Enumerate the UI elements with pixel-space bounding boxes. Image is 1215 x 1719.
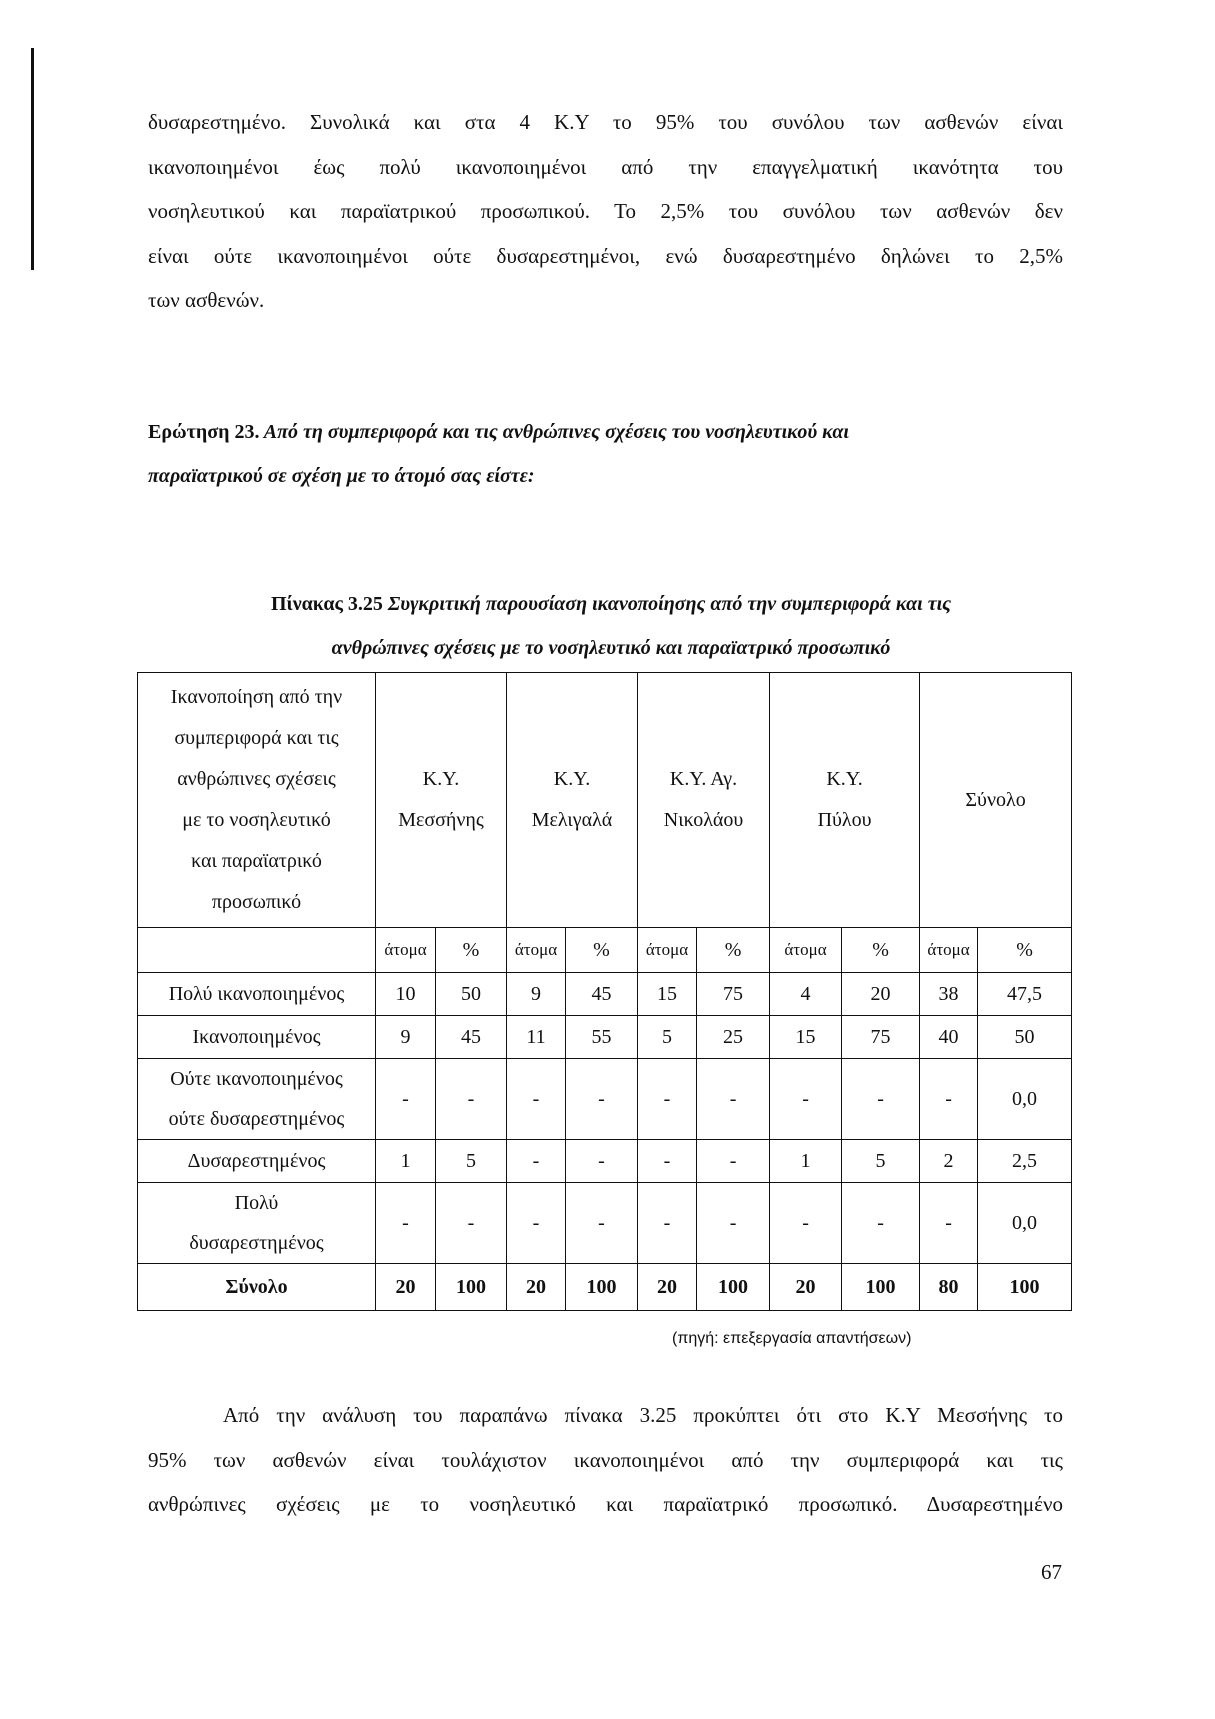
table-cell: 100 — [978, 1264, 1072, 1311]
table-cell: 20 — [507, 1264, 566, 1311]
table-cell: 4 — [770, 973, 842, 1016]
table-cell: - — [376, 1059, 436, 1140]
table-header-row — [138, 673, 1072, 928]
table-cell: 20 — [638, 1264, 697, 1311]
sub-header-persons: άτομα — [920, 928, 978, 973]
table-cell: - — [920, 1183, 978, 1264]
sub-header-percent: % — [842, 928, 920, 973]
table-cell: 75 — [842, 1016, 920, 1059]
table-cell: - — [507, 1183, 566, 1264]
table-cell: 45 — [566, 973, 638, 1016]
table-cell: - — [638, 1183, 697, 1264]
table-cell: - — [376, 1183, 436, 1264]
intro-paragraph — [148, 100, 1063, 323]
satisfaction-table — [137, 672, 1072, 1311]
table-cell: 2 — [920, 1140, 978, 1183]
table-cell: 9 — [507, 973, 566, 1016]
table-cell: - — [842, 1183, 920, 1264]
table-cell: - — [697, 1059, 770, 1140]
sub-header-percent: % — [566, 928, 638, 973]
table-row — [138, 973, 1072, 1016]
table-cell: 1 — [376, 1140, 436, 1183]
table-cell: - — [436, 1183, 507, 1264]
table-cell: 80 — [920, 1264, 978, 1311]
table-cell: 5 — [842, 1140, 920, 1183]
table-cell: 100 — [566, 1264, 638, 1311]
table-cell: 100 — [842, 1264, 920, 1311]
table-cell: 40 — [920, 1016, 978, 1059]
table-row — [138, 1016, 1072, 1059]
table-cell: 100 — [697, 1264, 770, 1311]
col-header-total: Σύνολο — [920, 673, 1072, 928]
intro-line: νοσηλευτικού και παραϊατρικού προσωπικού. Το 2,5% του συνόλου των ασθενών δεν — [148, 199, 1063, 223]
question-heading — [148, 410, 1068, 498]
table-cell: 45 — [436, 1016, 507, 1059]
table-cell: - — [920, 1059, 978, 1140]
row-label: Ικανοποιημένος — [138, 1016, 376, 1059]
table-cell: 10 — [376, 973, 436, 1016]
col-header-messini: Κ.Υ. Μεσσήνης — [376, 673, 507, 928]
table-cell: 20 — [770, 1264, 842, 1311]
sub-header-percent: % — [978, 928, 1072, 973]
table-cell: - — [436, 1059, 507, 1140]
table-cell: 75 — [697, 973, 770, 1016]
source-note: (πηγή: επεξεργασία απαντήσεων) — [672, 1330, 912, 1347]
col-header-meligala: Κ.Υ. Μελιγαλά — [507, 673, 638, 928]
row-label: Δυσαρεστημένος — [138, 1140, 376, 1183]
analysis-paragraph — [148, 1393, 1063, 1527]
question-text-line2: παραϊατρικού σε σχέση με το άτομό σας είστε: — [148, 465, 535, 487]
table-cell: - — [507, 1059, 566, 1140]
question-text-line1: Από τη συμπεριφορά και τις ανθρώπινες σχέσεις του νοσηλευτικού και — [263, 421, 849, 443]
table-cell: 11 — [507, 1016, 566, 1059]
table-row — [138, 1183, 1072, 1264]
table-cell: - — [566, 1183, 638, 1264]
intro-line: ικανοποιημένοι έως πολύ ικανοποιημένοι από την επαγγελματική ικανότητα του — [148, 154, 1063, 179]
sub-header-persons: άτομα — [638, 928, 697, 973]
sub-header-persons: άτομα — [376, 928, 436, 973]
table-cell: - — [566, 1059, 638, 1140]
col-header-pylou: Κ.Υ. Πύλου — [770, 673, 920, 928]
table-cell: 20 — [376, 1264, 436, 1311]
row-label: Πολύ δυσαρεστημένος — [138, 1183, 376, 1264]
total-row-label: Σύνολο — [138, 1264, 376, 1311]
row-label: Ούτε ικανοποιημένος ούτε δυσαρεστημένος — [138, 1059, 376, 1140]
col-header-ag-nikolaou: Κ.Υ. Αγ. Νικολάου — [638, 673, 770, 928]
table-cell: - — [697, 1140, 770, 1183]
table-cell: - — [507, 1140, 566, 1183]
caption-line1: Συγκριτική παρουσίαση ικανοποίησης από την συμπεριφορά και τις — [387, 593, 952, 615]
analysis-line: ανθρώπινες σχέσεις με το νοσηλευτικό και παραϊατρικό προσωπικό. Δυσαρεστημένο — [148, 1492, 1063, 1516]
caption-label: Πίνακας 3.25 — [270, 593, 383, 615]
table-cell: 15 — [770, 1016, 842, 1059]
question-label: Ερώτηση 23. — [148, 421, 260, 443]
analysis-line: 95% των ασθενών είναι τουλάχιστον ικανοποιημένοι από την συμπεριφορά και τις — [148, 1447, 1063, 1472]
sub-header-persons: άτομα — [770, 928, 842, 973]
table-cell: 38 — [920, 973, 978, 1016]
table-cell: 1 — [770, 1140, 842, 1183]
table-cell: - — [770, 1059, 842, 1140]
table-cell: 20 — [842, 973, 920, 1016]
table-cell: 55 — [566, 1016, 638, 1059]
table-cell: 2,5 — [978, 1140, 1072, 1183]
sub-header-row — [138, 928, 1072, 973]
table-row — [138, 1140, 1072, 1183]
sub-header-empty — [138, 928, 376, 973]
table-cell: - — [697, 1183, 770, 1264]
sub-header-percent: % — [697, 928, 770, 973]
intro-line: των ασθενών. — [148, 288, 265, 312]
sub-header-percent: % — [436, 928, 507, 973]
row-label: Πολύ ικανοποιημένος — [138, 973, 376, 1016]
table-cell: - — [638, 1140, 697, 1183]
table-cell: 50 — [978, 1016, 1072, 1059]
table-cell: 50 — [436, 973, 507, 1016]
table-cell: 100 — [436, 1264, 507, 1311]
analysis-line: Από την ανάλυση του παραπάνω πίνακα 3.25 προκύπτει ότι στο Κ.Υ Μεσσήνης το — [223, 1403, 1063, 1427]
table-caption — [136, 582, 1086, 670]
corner-header: Ικανοποίηση από την συμπεριφορά και τις ανθρώπινες σχέσεις με το νοσηλευτικό και παραϊατρικό προσωπικό — [138, 673, 376, 928]
margin-change-bar — [31, 48, 34, 270]
caption-line2: ανθρώπινες σχέσεις με το νοσηλευτικό και παραϊατρικό προσωπικό — [331, 637, 891, 659]
table-row — [138, 1059, 1072, 1140]
table-cell: 0,0 — [978, 1183, 1072, 1264]
table-cell: 0,0 — [978, 1059, 1072, 1140]
table-cell: 9 — [376, 1016, 436, 1059]
intro-line: είναι ούτε ικανοποιημένοι ούτε δυσαρεστημένοι, ενώ δυσαρεστημένο δηλώνει το 2,5% — [148, 243, 1063, 268]
table-cell: - — [566, 1140, 638, 1183]
table-cell: 47,5 — [978, 973, 1072, 1016]
table-cell: - — [842, 1059, 920, 1140]
page-number: 67 — [1041, 1560, 1062, 1584]
table-cell: - — [638, 1059, 697, 1140]
total-row — [138, 1264, 1072, 1311]
sub-header-persons: άτομα — [507, 928, 566, 973]
intro-line: δυσαρεστημένο. Συνολικά και στα 4 Κ.Υ το 95% του συνόλου των ασθενών είναι — [148, 110, 1063, 134]
table-cell: 15 — [638, 973, 697, 1016]
table-cell: 5 — [436, 1140, 507, 1183]
table-cell: 5 — [638, 1016, 697, 1059]
table-cell: - — [770, 1183, 842, 1264]
table-cell: 25 — [697, 1016, 770, 1059]
